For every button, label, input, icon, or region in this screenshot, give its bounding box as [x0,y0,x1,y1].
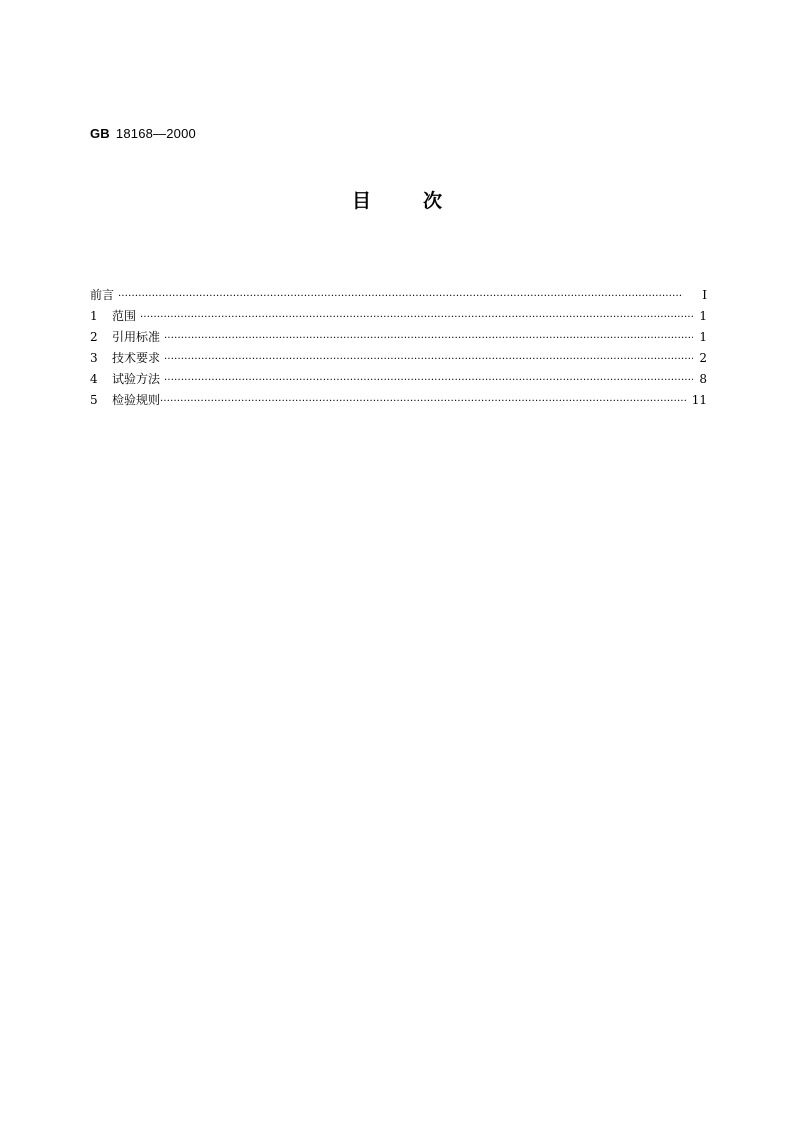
table-of-contents [90,285,707,411]
toc-entry-inspection-rules[interactable] [90,390,707,411]
toc-dot-leader [164,349,693,370]
toc-entry-number: 2 [90,330,98,344]
toc-entry-technical-requirements[interactable] [90,348,707,369]
title-char-2: 次 [423,190,443,212]
toc-entry-label: 范围 [112,309,137,323]
toc-entry-page: 8 [699,372,707,386]
toc-dot-leader [118,286,693,307]
toc-entry-number: 1 [90,309,98,323]
toc-entry-label: 试验方法 [112,372,161,386]
toc-dot-leader [140,307,693,328]
toc-entry-label: 技术要求 [112,351,161,365]
toc-dot-leader [164,370,693,391]
page-title [0,186,794,213]
toc-entry-page: 2 [699,351,707,365]
toc-dot-leader [160,391,686,412]
toc-entry-page: 1 [699,309,707,323]
toc-entry-scope[interactable] [90,306,707,327]
toc-entry-test-methods[interactable] [90,369,707,390]
standard-code [90,126,196,141]
toc-entry-number: 5 [90,393,98,407]
toc-entry-page: I [702,288,707,302]
toc-entry-label: 引用标准 [112,330,161,344]
toc-dot-leader [164,328,693,349]
toc-entry-foreword[interactable] [90,285,707,306]
toc-entry-page: 1 [699,330,707,344]
title-char-1: 目 [351,190,371,212]
standard-number: 18168—2000 [115,126,196,141]
standard-prefix: GB [90,126,110,141]
toc-entry-number: 4 [90,372,98,386]
toc-entry-label: 前言 [90,288,115,302]
toc-entry-number: 3 [90,351,98,365]
toc-entry-normative-references[interactable] [90,327,707,348]
toc-entry-page: 11 [691,393,707,407]
toc-entry-label: 检验规则 [112,393,161,407]
